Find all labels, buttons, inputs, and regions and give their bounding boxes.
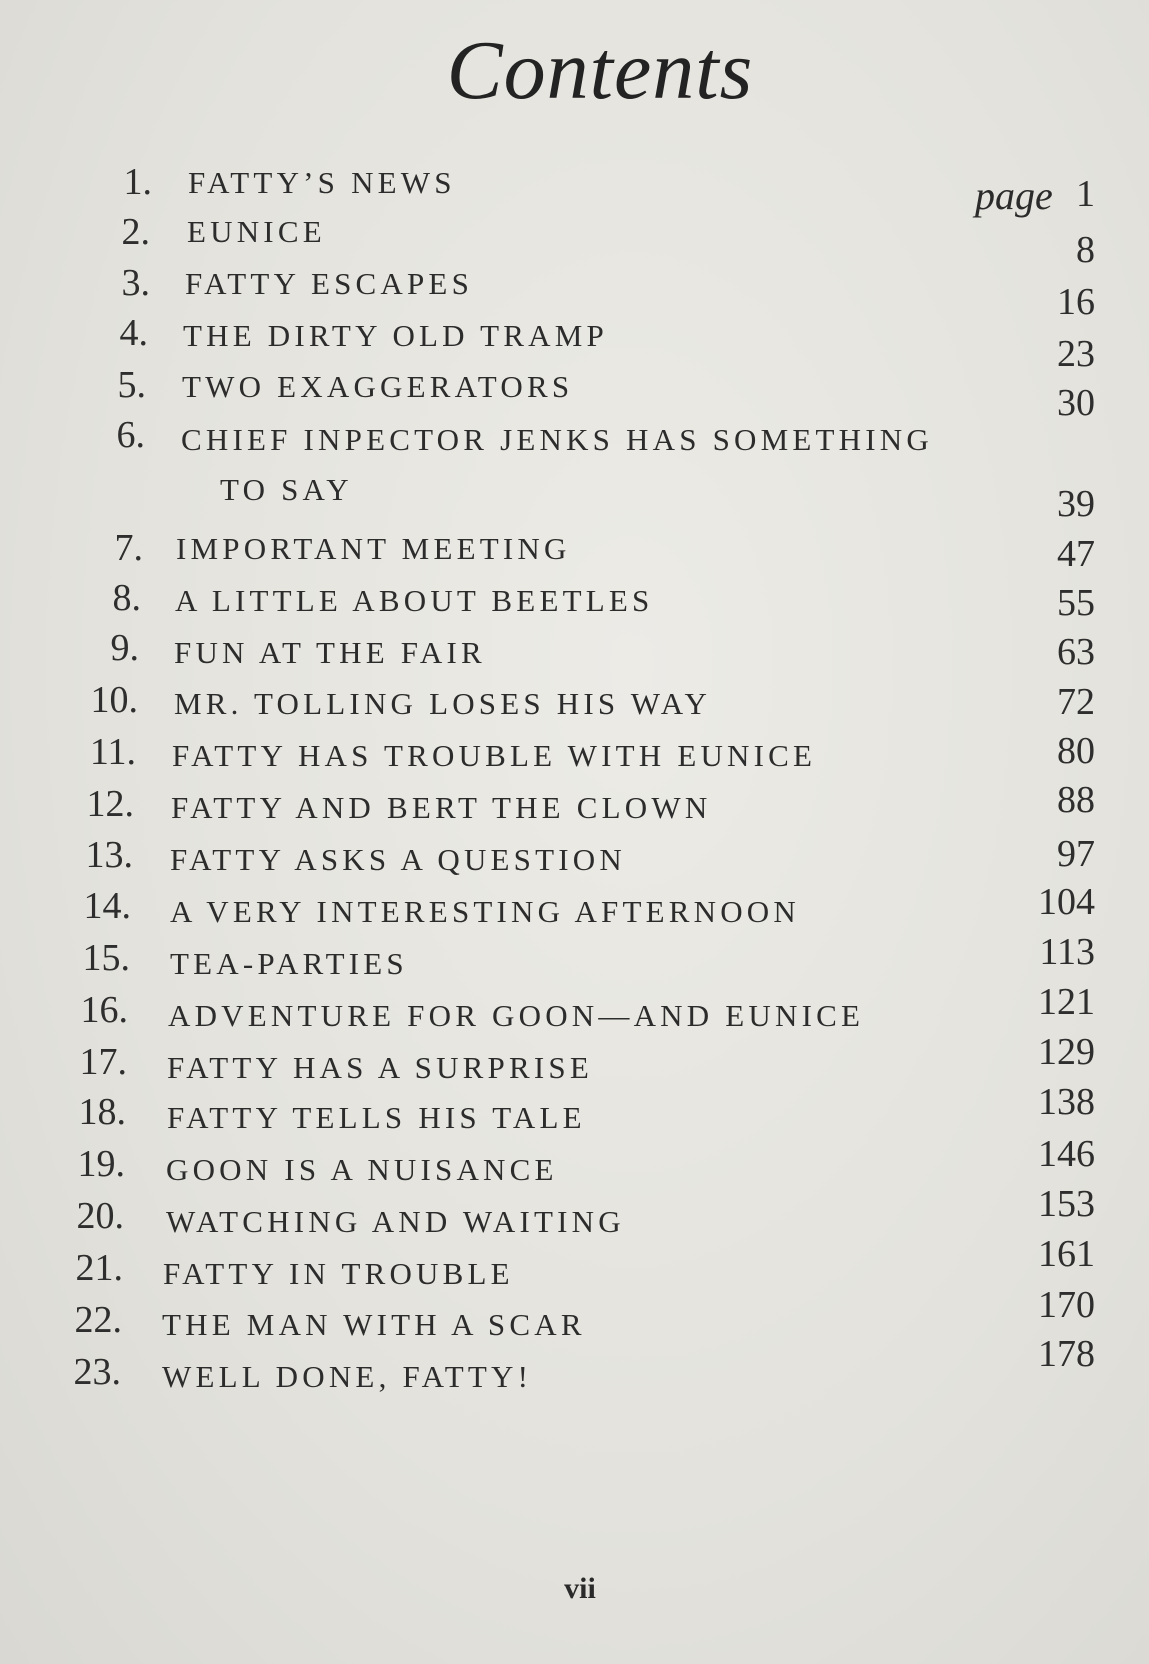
chapter-number: 7. [114, 527, 143, 569]
chapter-number: 14. [83, 885, 131, 927]
chapter-number: 3. [121, 262, 150, 304]
chapter-page-number: 113 [1039, 931, 1095, 973]
chapter-title: TWO EXAGGERATORS [182, 369, 574, 404]
chapter-page-number: 63 [1057, 631, 1095, 673]
chapter-page-number: 80 [1057, 730, 1095, 772]
chapter-page-number: 138 [1038, 1081, 1095, 1123]
chapter-number: 12. [86, 783, 134, 825]
chapter-title: WELL DONE, FATTY! [162, 1359, 533, 1394]
chapter-title-continuation: TO SAY [220, 472, 353, 507]
chapter-number: 19. [77, 1143, 125, 1185]
chapter-title: FATTY ESCAPES [185, 266, 474, 301]
chapter-title: A VERY INTERESTING AFTERNOON [170, 894, 800, 929]
chapter-number: 18. [78, 1091, 126, 1133]
chapter-page-number: 16 [1057, 281, 1095, 323]
chapter-page-number: 88 [1057, 779, 1095, 821]
chapter-number: 6. [116, 414, 145, 456]
chapter-page-number: 47 [1057, 533, 1095, 575]
chapter-title: THE MAN WITH A SCAR [162, 1307, 586, 1342]
chapter-number: 20. [76, 1195, 124, 1237]
chapter-number: 4. [119, 312, 148, 354]
chapter-title: CHIEF INPECTOR JENKS HAS SOMETHING [181, 422, 933, 457]
chapter-title: MR. TOLLING LOSES HIS WAY [174, 686, 712, 721]
chapter-title: FATTY HAS TROUBLE WITH EUNICE [172, 738, 817, 773]
chapter-number: 23. [73, 1351, 121, 1393]
chapter-page-number: 30 [1057, 382, 1095, 424]
chapter-title: FATTY’S NEWS [188, 165, 456, 200]
chapter-number: 1. [123, 161, 152, 203]
chapter-title: FATTY ASKS A QUESTION [170, 842, 626, 877]
chapter-page-number: 1 [1076, 173, 1095, 215]
chapter-number: 17. [79, 1041, 127, 1083]
chapter-title: ADVENTURE FOR GOON—AND EUNICE [168, 998, 865, 1033]
chapter-page-number: 178 [1038, 1333, 1095, 1375]
chapter-page-number: 161 [1038, 1233, 1095, 1275]
chapter-page-number: 170 [1038, 1284, 1095, 1326]
chapter-page-number: 39 [1057, 483, 1095, 525]
chapter-number: 11. [89, 731, 136, 773]
page-folio: vii [564, 1572, 596, 1605]
chapter-title: EUNICE [187, 214, 326, 249]
chapter-page-number: 8 [1076, 229, 1095, 271]
chapter-page-number: 153 [1038, 1183, 1095, 1225]
chapter-title: IMPORTANT MEETING [176, 531, 571, 566]
chapter-page-number: 104 [1038, 881, 1095, 923]
chapter-title: FATTY AND BERT THE CLOWN [171, 790, 712, 825]
chapter-page-number: 97 [1057, 833, 1095, 875]
chapter-title: A LITTLE ABOUT BEETLES [175, 583, 654, 618]
chapter-number: 9. [110, 627, 139, 669]
chapter-page-number: 146 [1038, 1133, 1095, 1175]
chapter-number: 8. [112, 577, 141, 619]
chapter-number: 16. [80, 989, 128, 1031]
page-title: Contents [446, 24, 754, 117]
chapter-page-number: 55 [1057, 582, 1095, 624]
chapter-number: 10. [90, 679, 138, 721]
chapter-title: THE DIRTY OLD TRAMP [183, 318, 608, 353]
chapter-title: FUN AT THE FAIR [174, 635, 486, 670]
chapter-number: 21. [75, 1247, 123, 1289]
chapter-page-number: 129 [1038, 1031, 1095, 1073]
chapter-title: WATCHING AND WAITING [166, 1204, 625, 1239]
chapter-page-number: 121 [1038, 981, 1095, 1023]
chapter-number: 22. [74, 1299, 122, 1341]
chapter-page-number: 23 [1057, 333, 1095, 375]
chapter-number: 2. [121, 211, 150, 253]
chapter-number: 13. [85, 834, 133, 876]
chapter-title: TEA-PARTIES [170, 946, 408, 981]
chapter-number: 5. [117, 364, 146, 406]
chapter-title: FATTY IN TROUBLE [163, 1256, 514, 1291]
chapter-page-number: 72 [1057, 681, 1095, 723]
chapter-title: FATTY TELLS HIS TALE [167, 1100, 586, 1135]
chapter-title: FATTY HAS A SURPRISE [167, 1050, 593, 1085]
page-column-label: page [975, 173, 1053, 218]
chapter-number: 15. [82, 937, 130, 979]
chapter-title: GOON IS A NUISANCE [166, 1152, 558, 1187]
